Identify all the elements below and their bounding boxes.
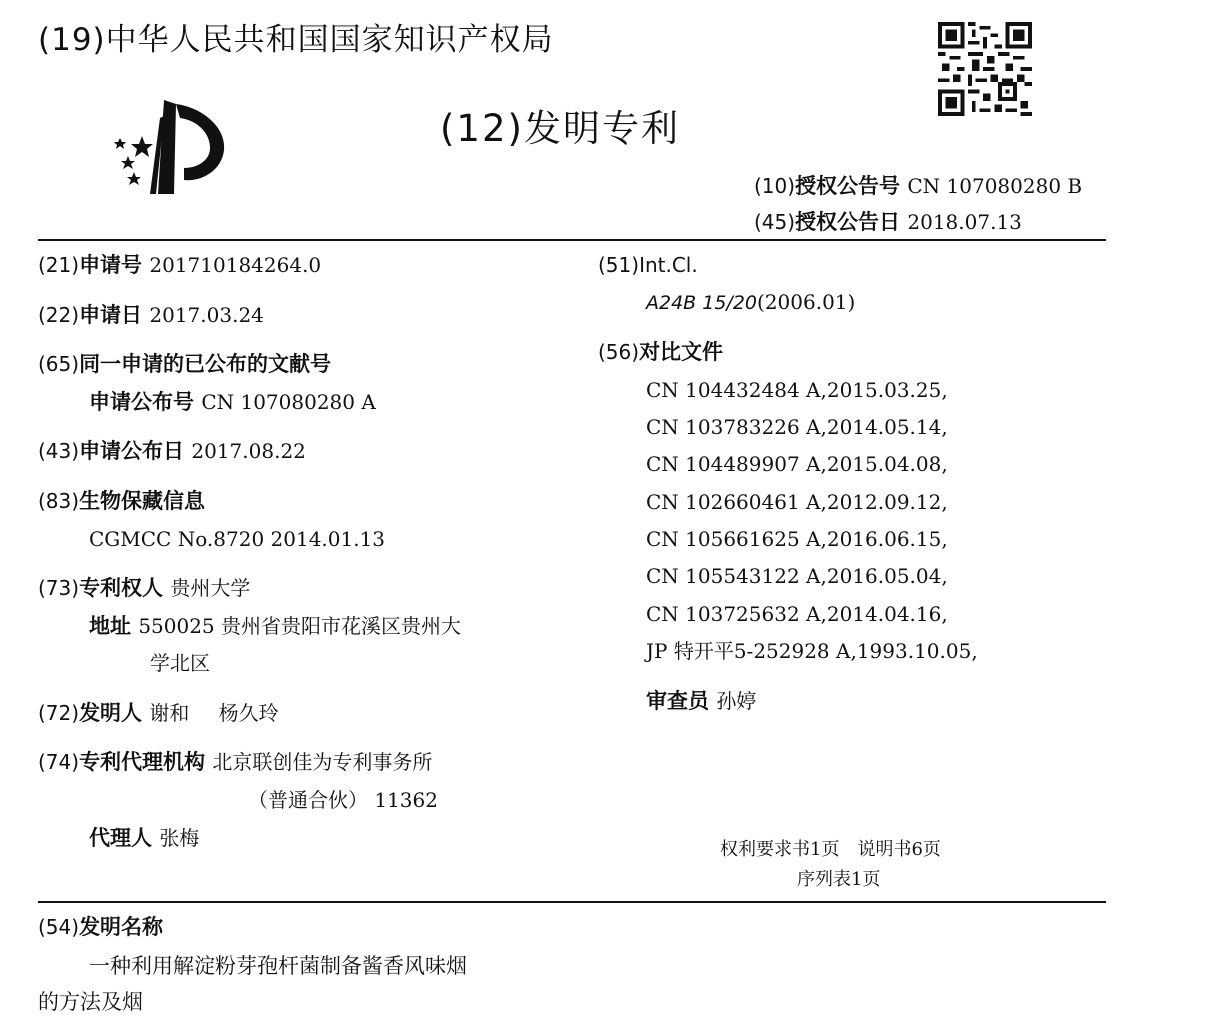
- app-date-row: [38, 300, 264, 330]
- title-line-1: 一种利用解淀粉芽孢杆菌制备酱香风味烟: [89, 954, 467, 978]
- app-no-label: 申请号: [79, 253, 143, 277]
- address-row: [89, 611, 461, 641]
- int-cl-class-row: [646, 287, 855, 319]
- bio-deposit-label: 生物保藏信息: [79, 489, 206, 513]
- citation-item: CN 104432484 A,2015.03.25,: [646, 378, 948, 402]
- grant-pub-date: [754, 208, 1022, 236]
- office-name: 中华人民共和国国家知识产权局: [105, 22, 554, 58]
- inventors-label: 发明人: [79, 701, 143, 725]
- agency-row: [38, 747, 432, 777]
- agent-label: 代理人: [89, 826, 152, 850]
- qr-code: [938, 22, 1032, 116]
- agency-code: (74): [38, 750, 80, 774]
- office-header: [38, 14, 554, 59]
- bio-deposit-row: [38, 486, 205, 516]
- examiner-value: 孙婷: [716, 689, 757, 713]
- int-cl-label: Int.Cl.: [639, 253, 698, 277]
- address-label: 地址: [89, 614, 131, 638]
- citations-label: 对比文件: [639, 340, 724, 364]
- patentee-code: (73): [38, 576, 80, 600]
- bio-deposit-value: CGMCC No.8720 2014.01.13: [89, 527, 386, 551]
- top-divider: [38, 239, 1106, 241]
- office-code: (19): [38, 22, 106, 58]
- agent-value: 张梅: [159, 826, 200, 850]
- citation-item: CN 105661625 A,2016.06.15,: [646, 527, 948, 551]
- citations-row: [598, 337, 723, 367]
- app-no-code: (21): [38, 253, 80, 277]
- doc-type-name: 发明专利: [523, 107, 680, 150]
- doc-type: [440, 98, 680, 152]
- int-cl-row: [598, 250, 698, 280]
- cnipa-logo: [102, 98, 234, 198]
- title-line-2: 的方法及烟: [38, 990, 143, 1014]
- app-pub-date-code: (43): [38, 439, 80, 463]
- address-line-2: 学北区: [150, 651, 210, 675]
- grant-pub-date-value: 2018.07.13: [907, 210, 1022, 234]
- bottom-divider: [38, 901, 1106, 903]
- prior-pub-value: CN 107080280 A: [201, 390, 376, 414]
- address-line-1: 550025 贵州省贵阳市花溪区贵州大: [138, 614, 462, 638]
- prior-pub-no-row: [89, 387, 376, 417]
- patentee-row: [38, 573, 250, 603]
- citations-code: (56): [598, 340, 640, 364]
- grant-pub-date-label: 授权公告日: [795, 210, 901, 234]
- agency-line-2: （普通合伙） 11362: [248, 788, 438, 812]
- agency-line-1: 北京联创佳为专利事务所: [212, 750, 433, 774]
- citation-item: JP 特开平5-252928 A,1993.10.05,: [646, 639, 978, 663]
- int-cl-class: A24B 15/20: [646, 292, 758, 314]
- inventor-name-1: 谢和: [149, 701, 190, 725]
- examiner-row: [646, 686, 756, 716]
- grant-pub-no-label: 授权公告号: [795, 174, 901, 198]
- grant-pub-no-code: (10): [754, 174, 796, 198]
- examiner-label: 审查员: [646, 689, 709, 713]
- grant-pub-date-code: (45): [754, 210, 796, 234]
- title-row: [38, 912, 163, 942]
- app-no-row: [38, 250, 321, 280]
- grant-pub-no: [754, 172, 1082, 200]
- citation-item: CN 105543122 A,2016.05.04,: [646, 564, 948, 588]
- app-no-value: 201710184264.0: [149, 253, 322, 277]
- bio-deposit-code: (83): [38, 489, 80, 513]
- patentee-value: 贵州大学: [170, 576, 251, 600]
- doc-type-code: (12): [440, 107, 524, 150]
- grant-pub-no-value: CN 107080280 B: [907, 174, 1083, 198]
- int-cl-code: (51): [598, 253, 640, 277]
- citation-item: CN 103783226 A,2014.05.14,: [646, 415, 948, 439]
- app-date-code: (22): [38, 303, 80, 327]
- citation-item: CN 104489907 A,2015.04.08,: [646, 452, 948, 476]
- title-label: 发明名称: [79, 915, 164, 939]
- citation-item: CN 102660461 A,2012.09.12,: [646, 490, 948, 514]
- app-pub-date-value: 2017.08.22: [191, 439, 306, 463]
- prior-pub-sub-label: 申请公布号: [89, 390, 194, 414]
- app-pub-date-label: 申请公布日: [79, 439, 185, 463]
- inventors-code: (72): [38, 701, 80, 725]
- patentee-label: 专利权人: [79, 576, 164, 600]
- app-date-label: 申请日: [79, 303, 143, 327]
- app-pub-date-row: [38, 436, 306, 466]
- title-code: (54): [38, 915, 80, 939]
- page-counts-line-1: 权利要求书1页 说明书6页: [720, 839, 941, 860]
- prior-pub-label: 同一申请的已公布的文献号: [79, 352, 332, 376]
- inventors-row: [38, 698, 279, 728]
- page-counts-line-2: 序列表1页: [797, 869, 881, 890]
- citation-item: CN 103725632 A,2014.04.16,: [646, 602, 948, 626]
- prior-pub-code: (65): [38, 352, 80, 376]
- app-date-value: 2017.03.24: [149, 303, 264, 327]
- prior-pub-row: [38, 349, 331, 379]
- agent-row: [89, 823, 199, 853]
- inventor-name-2: 杨久玲: [218, 701, 279, 725]
- agency-label: 专利代理机构: [79, 750, 206, 774]
- int-cl-version: (2006.01): [757, 290, 856, 314]
